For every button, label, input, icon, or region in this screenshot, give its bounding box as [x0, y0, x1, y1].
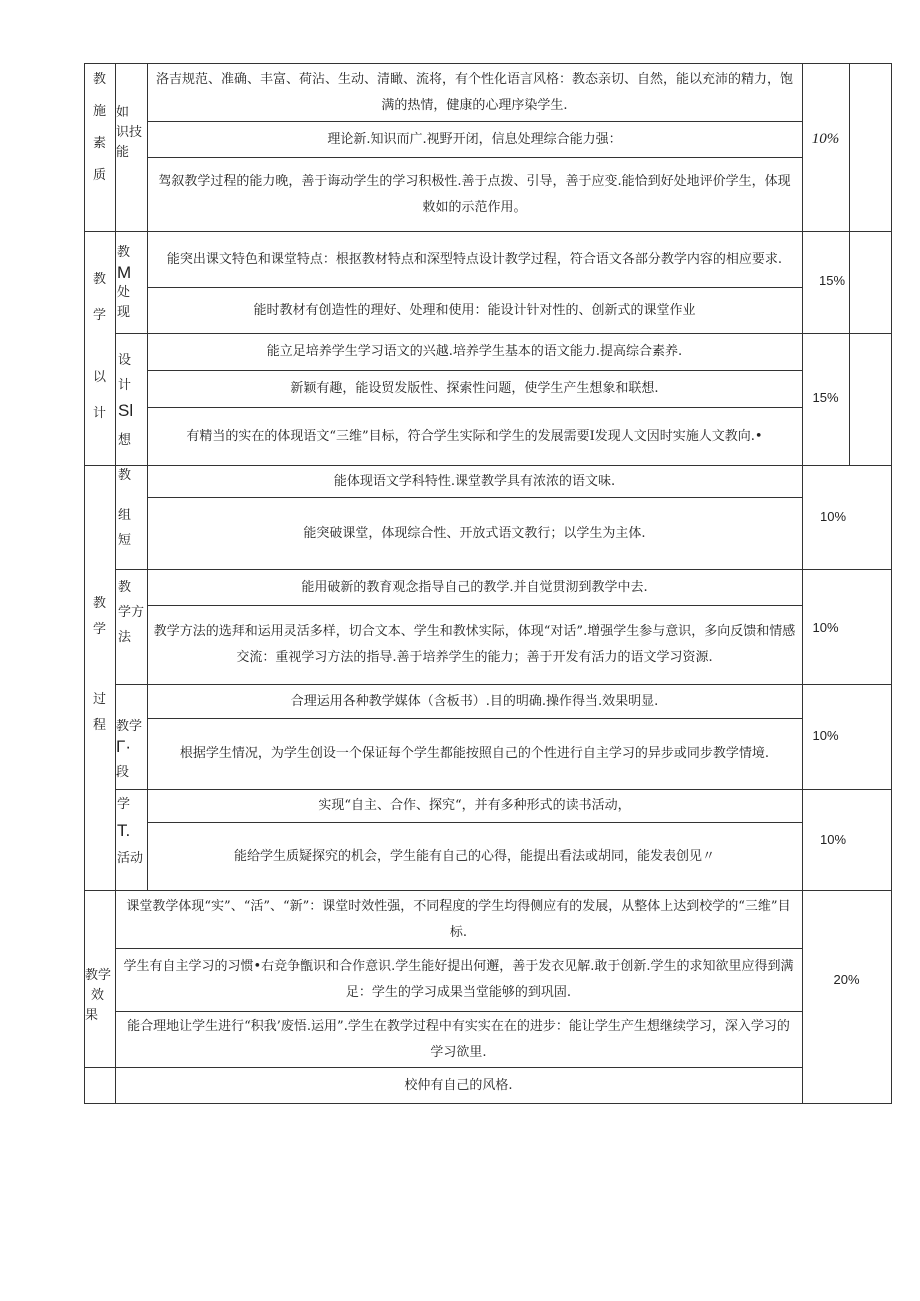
criterion-media: 合理运用各种教学媒体（含板书）.目的明确.操作得当.效果明显.: [290, 693, 659, 709]
sublabel-material: 教 M 处 现: [117, 245, 132, 320]
section-label-teacher-quality: 教 施 素 质: [92, 72, 106, 183]
criterion-progress: 能合理地让学生进行“积我’废悟.运用”.学生在教学过程中有实实在在的进步：能让学生产生想继续学习，深入学习的学习欲里.: [127, 1018, 790, 1060]
weight-method: 10%: [812, 620, 839, 635]
criterion-classroom-effect: 课堂教学体现“实”、“活”、“新”：课堂时效性强，不同程度的学生均得侧应有的发展，从整体上达到校学的“三维”目标.: [126, 898, 791, 940]
sublabel-design-idea: 设 计 Sl 想: [118, 353, 134, 448]
weight-means: 10%: [812, 728, 839, 743]
criterion-inquiry: 能给学生质疑探究的机会，学生能有自己的心得，能提出看法或胡同，能发表创见〃: [233, 848, 715, 864]
sublabel-knowledge-skill: 如 识技 能: [116, 105, 143, 160]
sublabel-method: 教 学方 法: [118, 580, 145, 645]
criterion-lesson-features: 能突出课文特色和课堂特点：根抠教材特点和深型特点设计教学过程，符合语文各部分教学内容的相应要求.: [166, 251, 783, 267]
weight-design-idea: 15%: [812, 390, 839, 405]
criterion-control: 驾叙教学过程的能力晚，善于诲动学生的学习积极性.善于点拨、引导，善于应变.能恰到好处地评价学生，体现敕如的示范作用。: [158, 173, 791, 215]
criterion-style: 校仲有自己的风格.: [404, 1077, 513, 1093]
criterion-three-dimension: 有精当的实在的体现语文“三维”目标，符合学生实际和学生的发展需要I发现人文因时实施人文教向.•: [186, 428, 763, 444]
criterion-break-classroom: 能突破课堂，体现综合性、开放式语文教行；以学生为主体.: [303, 525, 646, 541]
sublabel-means: 教学 Γ· 段: [116, 719, 143, 780]
criterion-subject-feature: 能体现语文学科特性.课堂教学具有浓浓的语文味.: [333, 473, 616, 489]
section-label-design: 教 学 以 计: [92, 272, 106, 421]
weight-effect: 20%: [833, 972, 860, 987]
criterion-cooperation: 实现“自主、合作、探究“，并有多种形式的读书活动，: [318, 798, 631, 813]
criterion-language: 洛吉规范、准确、丰富、荷沾、生动、清瞰、流将，有个性化语言风格：教态亲切、自然，能以充沛的精力，饱满的热情，健康的心理序染学生.: [155, 71, 793, 113]
weight-organization: 10%: [819, 509, 847, 524]
section-label-process: 教 学 过 程: [92, 596, 106, 733]
weight-material: 15%: [818, 273, 846, 288]
criterion-theory: 理论新.知识而广.视野开闭，信息处理综合能力强：: [327, 131, 622, 147]
criterion-new-concept: 能用破新的教育观念指导自己的教学.并自觉贯沏到教学中去.: [301, 579, 648, 595]
sublabel-activity: 学 T. 活动: [117, 797, 144, 866]
criterion-flexible-method: 教学方法的选拜和运用灵活多样，切合文本、学生和教怵实际，体现“对话”.增强学生参与意识，多向反馈和情感交流：重视学习方法的指导.善于培养学生的能力；善于开发有活力的语文学习资源.: [153, 624, 796, 665]
weight-teacher-quality: 10%: [811, 131, 840, 147]
weight-activity: 10%: [819, 832, 847, 847]
criterion-creative-use: 能时教材有创造性的理好、处理和使用：能设计针对性的、创新式的课堂作业: [253, 302, 696, 318]
criterion-context: 根据学生情况，为学生创设一个保证每个学生都能按照自己的个性进行自主学习的异步或同步教学情境.: [179, 746, 770, 761]
criterion-self-learning: 学生有自主学习的习惯•右竞争甑识和合作意识.学生能好提出何邂，善于发衣见解.敢于创新.学生的求知欲里应得到满足：学生的学习成果当堂能够的到巩固.: [123, 959, 794, 1000]
criterion-interest: 能立足培养学生学习语文的兴越.培养学生基本的语文能力.提高综合素养.: [266, 344, 683, 359]
criterion-novel: 新颖有趣，能设贸发版性、探索性问题，使学生产生想象和联想.: [290, 381, 659, 396]
sublabel-organization: 教 组 短: [118, 468, 132, 548]
section-label-effect: 教学 效 果: [85, 968, 112, 1023]
